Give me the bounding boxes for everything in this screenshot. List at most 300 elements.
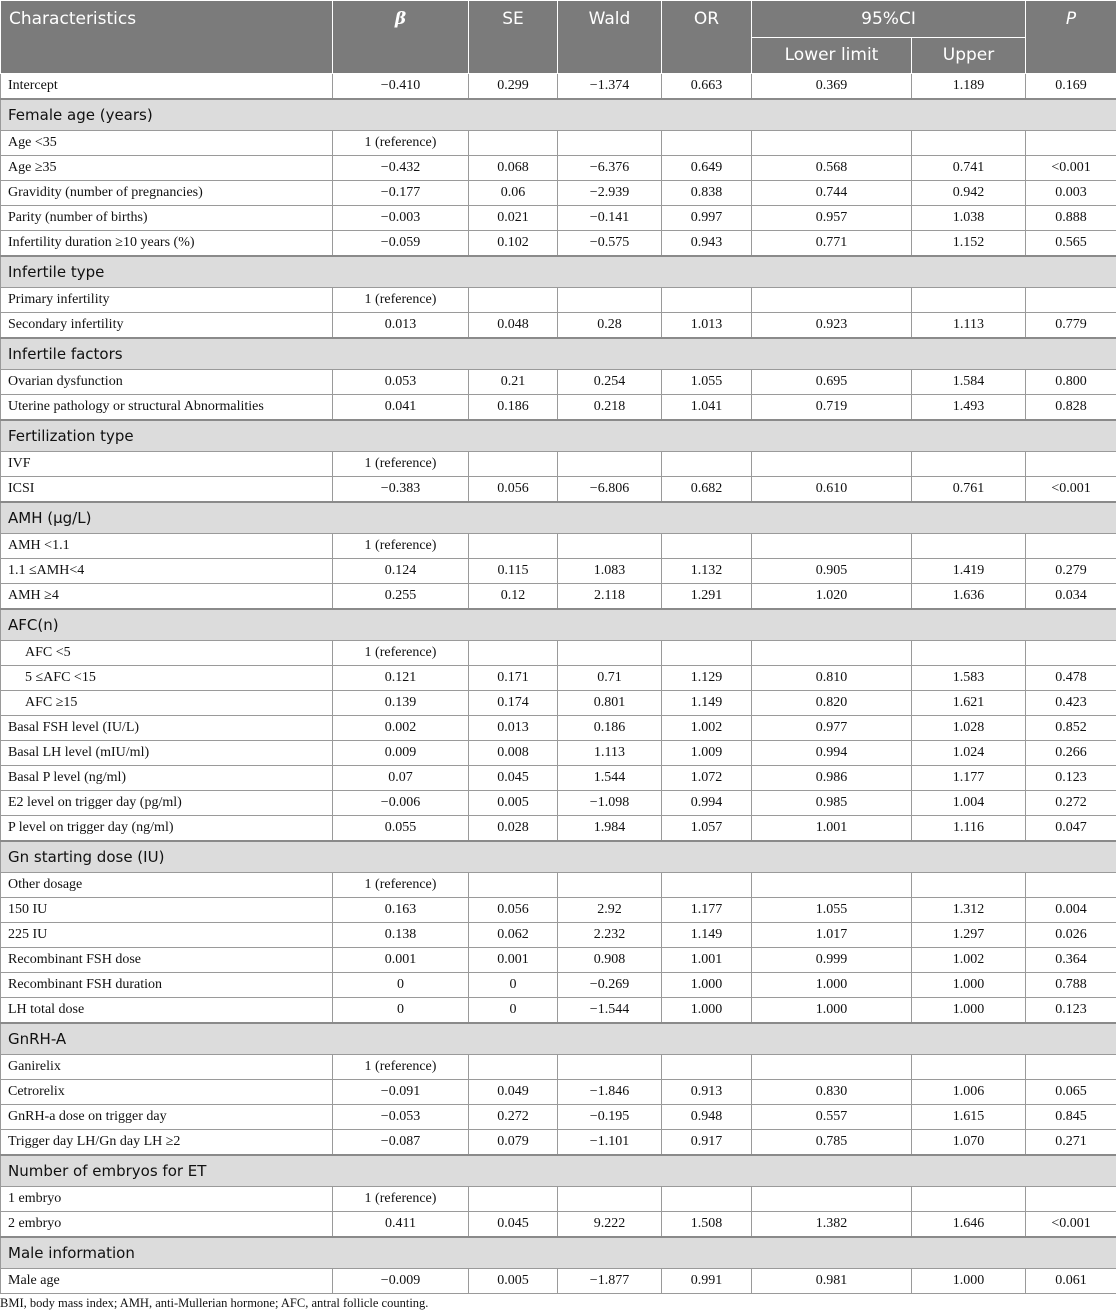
row-label: E2 level on trigger day (pg/ml) bbox=[1, 791, 333, 816]
cell-beta: 0.139 bbox=[333, 691, 469, 716]
cell-p: 0.852 bbox=[1026, 716, 1116, 741]
cell-p bbox=[1026, 534, 1116, 559]
cell-se: 0.12 bbox=[469, 584, 558, 610]
cell-beta: 0.055 bbox=[333, 816, 469, 842]
cell-beta: 0.041 bbox=[333, 395, 469, 421]
cell-upper: 1.583 bbox=[912, 666, 1026, 691]
table-row bbox=[1, 181, 1116, 206]
cell-beta: 1 (reference) bbox=[333, 873, 469, 898]
cell-or: 0.994 bbox=[662, 791, 752, 816]
table-row bbox=[1, 1105, 1116, 1130]
cell-wald bbox=[558, 1187, 662, 1212]
table-row bbox=[1, 791, 1116, 816]
cell-se bbox=[469, 641, 558, 666]
cell-or: 1.057 bbox=[662, 816, 752, 842]
cell-beta: 0.163 bbox=[333, 898, 469, 923]
table-row bbox=[1, 534, 1116, 559]
cell-p: 0.364 bbox=[1026, 948, 1116, 973]
cell-wald: 2.118 bbox=[558, 584, 662, 610]
section-row bbox=[1, 841, 1116, 873]
row-label: Primary infertility bbox=[1, 288, 333, 313]
table-row bbox=[1, 973, 1116, 998]
cell-beta: 0.013 bbox=[333, 313, 469, 339]
table-row bbox=[1, 395, 1116, 421]
cell-lower: 1.001 bbox=[752, 816, 912, 842]
cell-se: 0.005 bbox=[469, 1269, 558, 1294]
cell-wald: 0.801 bbox=[558, 691, 662, 716]
cell-se: 0.056 bbox=[469, 477, 558, 503]
cell-or bbox=[662, 452, 752, 477]
cell-lower: 1.055 bbox=[752, 898, 912, 923]
cell-wald: 2.232 bbox=[558, 923, 662, 948]
cell-beta: 0.255 bbox=[333, 584, 469, 610]
row-label: 2 embryo bbox=[1, 1212, 333, 1238]
section-title: Number of embryos for ET bbox=[1, 1155, 1116, 1187]
table-row bbox=[1, 1130, 1116, 1156]
cell-se bbox=[469, 288, 558, 313]
cell-p: 0.123 bbox=[1026, 998, 1116, 1024]
cell-se: 0.062 bbox=[469, 923, 558, 948]
table-row bbox=[1, 691, 1116, 716]
cell-lower: 0.744 bbox=[752, 181, 912, 206]
section-row bbox=[1, 609, 1116, 641]
cell-upper: 1.024 bbox=[912, 741, 1026, 766]
cell-upper: 1.000 bbox=[912, 973, 1026, 998]
row-label: LH total dose bbox=[1, 998, 333, 1024]
header-ci: 95%CI bbox=[752, 1, 1026, 38]
cell-upper: 1.028 bbox=[912, 716, 1026, 741]
cell-upper: 1.004 bbox=[912, 791, 1026, 816]
section-title: GnRH-A bbox=[1, 1023, 1116, 1055]
cell-upper: 1.002 bbox=[912, 948, 1026, 973]
row-label: Recombinant FSH dose bbox=[1, 948, 333, 973]
cell-se: 0.049 bbox=[469, 1080, 558, 1105]
cell-lower bbox=[752, 288, 912, 313]
cell-upper: 1.000 bbox=[912, 998, 1026, 1024]
row-label: Trigger day LH/Gn day LH ≥2 bbox=[1, 1130, 333, 1156]
cell-or: 1.072 bbox=[662, 766, 752, 791]
cell-upper: 1.493 bbox=[912, 395, 1026, 421]
cell-beta: 0.07 bbox=[333, 766, 469, 791]
cell-beta: 1 (reference) bbox=[333, 1055, 469, 1080]
table-row bbox=[1, 559, 1116, 584]
table-row bbox=[1, 477, 1116, 503]
table-body bbox=[1, 74, 1116, 1294]
cell-upper bbox=[912, 131, 1026, 156]
row-label: AMH <1.1 bbox=[1, 534, 333, 559]
row-label: Recombinant FSH duration bbox=[1, 973, 333, 998]
table-row bbox=[1, 452, 1116, 477]
cell-or: 1.149 bbox=[662, 691, 752, 716]
cell-lower: 0.981 bbox=[752, 1269, 912, 1294]
cell-lower: 0.820 bbox=[752, 691, 912, 716]
cell-or: 1.041 bbox=[662, 395, 752, 421]
cell-p bbox=[1026, 288, 1116, 313]
cell-upper bbox=[912, 641, 1026, 666]
table-row bbox=[1, 641, 1116, 666]
header-wald: Wald bbox=[558, 1, 662, 74]
cell-or: 1.291 bbox=[662, 584, 752, 610]
section-title: Fertilization type bbox=[1, 420, 1116, 452]
cell-upper: 0.761 bbox=[912, 477, 1026, 503]
cell-or: 0.943 bbox=[662, 231, 752, 257]
cell-se bbox=[469, 534, 558, 559]
cell-wald: 0.186 bbox=[558, 716, 662, 741]
row-label: 150 IU bbox=[1, 898, 333, 923]
section-row bbox=[1, 99, 1116, 131]
cell-upper bbox=[912, 873, 1026, 898]
cell-lower bbox=[752, 534, 912, 559]
row-label: Basal FSH level (IU/L) bbox=[1, 716, 333, 741]
cell-or: 0.663 bbox=[662, 74, 752, 100]
cell-se: 0.005 bbox=[469, 791, 558, 816]
row-label: AFC <5 bbox=[1, 641, 333, 666]
cell-beta: −0.009 bbox=[333, 1269, 469, 1294]
cell-beta: 0 bbox=[333, 998, 469, 1024]
cell-lower: 0.810 bbox=[752, 666, 912, 691]
cell-p: 0.026 bbox=[1026, 923, 1116, 948]
cell-se: 0.115 bbox=[469, 559, 558, 584]
cell-se: 0.045 bbox=[469, 766, 558, 791]
cell-upper: 1.189 bbox=[912, 74, 1026, 100]
cell-se: 0.21 bbox=[469, 370, 558, 395]
cell-upper: 0.741 bbox=[912, 156, 1026, 181]
cell-or: 0.682 bbox=[662, 477, 752, 503]
cell-or: 0.991 bbox=[662, 1269, 752, 1294]
cell-upper: 1.297 bbox=[912, 923, 1026, 948]
cell-se: 0.068 bbox=[469, 156, 558, 181]
cell-wald: −1.101 bbox=[558, 1130, 662, 1156]
table-row bbox=[1, 313, 1116, 339]
section-title: Female age (years) bbox=[1, 99, 1116, 131]
cell-lower: 0.785 bbox=[752, 1130, 912, 1156]
cell-wald: −0.141 bbox=[558, 206, 662, 231]
cell-lower: 0.557 bbox=[752, 1105, 912, 1130]
table-row bbox=[1, 948, 1116, 973]
cell-se: 0.048 bbox=[469, 313, 558, 339]
cell-wald: 9.222 bbox=[558, 1212, 662, 1238]
cell-p: 0.034 bbox=[1026, 584, 1116, 610]
cell-lower: 1.020 bbox=[752, 584, 912, 610]
cell-beta: 1 (reference) bbox=[333, 452, 469, 477]
cell-se: 0.008 bbox=[469, 741, 558, 766]
cell-upper bbox=[912, 534, 1026, 559]
cell-beta: 1 (reference) bbox=[333, 641, 469, 666]
cell-wald: −1.374 bbox=[558, 74, 662, 100]
cell-p: 0.065 bbox=[1026, 1080, 1116, 1105]
row-label: Uterine pathology or structural Abnormalities bbox=[1, 395, 333, 421]
cell-or: 0.948 bbox=[662, 1105, 752, 1130]
cell-beta: 0.053 bbox=[333, 370, 469, 395]
cell-p: 0.800 bbox=[1026, 370, 1116, 395]
cell-upper: 1.006 bbox=[912, 1080, 1026, 1105]
cell-or: 1.000 bbox=[662, 998, 752, 1024]
cell-or bbox=[662, 131, 752, 156]
cell-wald: 0.254 bbox=[558, 370, 662, 395]
cell-p: 0.565 bbox=[1026, 231, 1116, 257]
cell-or bbox=[662, 873, 752, 898]
cell-beta: 0.124 bbox=[333, 559, 469, 584]
table-row bbox=[1, 816, 1116, 842]
cell-upper: 1.038 bbox=[912, 206, 1026, 231]
row-label: Basal LH level (mIU/ml) bbox=[1, 741, 333, 766]
cell-p bbox=[1026, 452, 1116, 477]
cell-lower bbox=[752, 873, 912, 898]
row-label: 1 embryo bbox=[1, 1187, 333, 1212]
row-label: Age ≥35 bbox=[1, 156, 333, 181]
row-label: ICSI bbox=[1, 477, 333, 503]
row-label: Cetrorelix bbox=[1, 1080, 333, 1105]
cell-beta: −0.003 bbox=[333, 206, 469, 231]
cell-p: 0.779 bbox=[1026, 313, 1116, 339]
cell-beta: 0.001 bbox=[333, 948, 469, 973]
cell-se bbox=[469, 873, 558, 898]
cell-wald: −0.575 bbox=[558, 231, 662, 257]
cell-upper: 1.584 bbox=[912, 370, 1026, 395]
cell-wald: 0.218 bbox=[558, 395, 662, 421]
cell-se: 0.299 bbox=[469, 74, 558, 100]
row-label: Other dosage bbox=[1, 873, 333, 898]
row-label: IVF bbox=[1, 452, 333, 477]
cell-p: <0.001 bbox=[1026, 477, 1116, 503]
row-label: Ovarian dysfunction bbox=[1, 370, 333, 395]
row-label: Gravidity (number of pregnancies) bbox=[1, 181, 333, 206]
cell-upper: 0.942 bbox=[912, 181, 1026, 206]
header-lower-limit: Lower limit bbox=[752, 38, 912, 74]
cell-wald: 1.113 bbox=[558, 741, 662, 766]
cell-p: 0.047 bbox=[1026, 816, 1116, 842]
table-row bbox=[1, 923, 1116, 948]
cell-se bbox=[469, 1055, 558, 1080]
cell-lower: 0.568 bbox=[752, 156, 912, 181]
table-row bbox=[1, 666, 1116, 691]
section-row bbox=[1, 1023, 1116, 1055]
cell-lower: 1.000 bbox=[752, 973, 912, 998]
cell-p: 0.266 bbox=[1026, 741, 1116, 766]
cell-se: 0.06 bbox=[469, 181, 558, 206]
cell-beta: 1 (reference) bbox=[333, 288, 469, 313]
cell-beta: 1 (reference) bbox=[333, 534, 469, 559]
row-label: AMH ≥4 bbox=[1, 584, 333, 610]
cell-wald bbox=[558, 131, 662, 156]
cell-upper: 1.070 bbox=[912, 1130, 1026, 1156]
cell-wald: 1.984 bbox=[558, 816, 662, 842]
section-row bbox=[1, 502, 1116, 534]
cell-wald: −0.269 bbox=[558, 973, 662, 998]
cell-lower: 0.695 bbox=[752, 370, 912, 395]
cell-lower: 0.923 bbox=[752, 313, 912, 339]
row-label: Intercept bbox=[1, 74, 333, 100]
cell-or: 1.013 bbox=[662, 313, 752, 339]
section-row bbox=[1, 420, 1116, 452]
table-row bbox=[1, 584, 1116, 610]
cell-p: 0.271 bbox=[1026, 1130, 1116, 1156]
cell-se: 0.013 bbox=[469, 716, 558, 741]
cell-se bbox=[469, 452, 558, 477]
cell-wald bbox=[558, 288, 662, 313]
row-label: GnRH-a dose on trigger day bbox=[1, 1105, 333, 1130]
table-row bbox=[1, 156, 1116, 181]
cell-p: 0.061 bbox=[1026, 1269, 1116, 1294]
cell-or: 1.177 bbox=[662, 898, 752, 923]
cell-se: 0.079 bbox=[469, 1130, 558, 1156]
table-row bbox=[1, 231, 1116, 257]
cell-p: 0.828 bbox=[1026, 395, 1116, 421]
table-row bbox=[1, 1269, 1116, 1294]
cell-or: 1.001 bbox=[662, 948, 752, 973]
cell-p bbox=[1026, 641, 1116, 666]
cell-beta: −0.087 bbox=[333, 1130, 469, 1156]
section-title: AFC(n) bbox=[1, 609, 1116, 641]
cell-wald: 0.908 bbox=[558, 948, 662, 973]
cell-se bbox=[469, 131, 558, 156]
row-label: P level on trigger day (ng/ml) bbox=[1, 816, 333, 842]
cell-lower: 0.985 bbox=[752, 791, 912, 816]
header-or: OR bbox=[662, 1, 752, 74]
row-label: 5 ≤AFC <15 bbox=[1, 666, 333, 691]
cell-or: 0.649 bbox=[662, 156, 752, 181]
cell-lower: 1.017 bbox=[752, 923, 912, 948]
table-header bbox=[1, 1, 1116, 74]
cell-se: 0.174 bbox=[469, 691, 558, 716]
cell-lower bbox=[752, 641, 912, 666]
section-row bbox=[1, 1237, 1116, 1269]
section-title: Infertile factors bbox=[1, 338, 1116, 370]
cell-p: 0.279 bbox=[1026, 559, 1116, 584]
table-row bbox=[1, 1187, 1116, 1212]
table-row bbox=[1, 766, 1116, 791]
cell-p: 0.003 bbox=[1026, 181, 1116, 206]
cell-beta: 1 (reference) bbox=[333, 131, 469, 156]
section-title: Gn starting dose (IU) bbox=[1, 841, 1116, 873]
cell-upper: 1.177 bbox=[912, 766, 1026, 791]
table-row bbox=[1, 74, 1116, 100]
row-label: Parity (number of births) bbox=[1, 206, 333, 231]
cell-upper: 1.419 bbox=[912, 559, 1026, 584]
cell-lower: 1.382 bbox=[752, 1212, 912, 1238]
cell-or: 1.009 bbox=[662, 741, 752, 766]
cell-wald bbox=[558, 1055, 662, 1080]
cell-beta: −0.053 bbox=[333, 1105, 469, 1130]
cell-wald: −6.376 bbox=[558, 156, 662, 181]
cell-wald: −1.544 bbox=[558, 998, 662, 1024]
cell-se: 0.001 bbox=[469, 948, 558, 973]
section-title: AMH (μg/L) bbox=[1, 502, 1116, 534]
table-row bbox=[1, 1212, 1116, 1238]
cell-p: <0.001 bbox=[1026, 156, 1116, 181]
section-row bbox=[1, 256, 1116, 288]
cell-wald: −0.195 bbox=[558, 1105, 662, 1130]
cell-lower: 1.000 bbox=[752, 998, 912, 1024]
section-title: Male information bbox=[1, 1237, 1116, 1269]
cell-p bbox=[1026, 1055, 1116, 1080]
cell-se: 0.171 bbox=[469, 666, 558, 691]
row-label: Male age bbox=[1, 1269, 333, 1294]
cell-p: <0.001 bbox=[1026, 1212, 1116, 1238]
table-footnote: BMI, body mass index; AMH, anti-Mullerian hormone; AFC, antral follicle counting. bbox=[0, 1296, 429, 1310]
cell-beta: −0.091 bbox=[333, 1080, 469, 1105]
cell-beta: 0.002 bbox=[333, 716, 469, 741]
cell-lower: 0.905 bbox=[752, 559, 912, 584]
table-row bbox=[1, 131, 1116, 156]
row-label: AFC ≥15 bbox=[1, 691, 333, 716]
table-row bbox=[1, 873, 1116, 898]
cell-lower: 0.830 bbox=[752, 1080, 912, 1105]
cell-lower: 0.977 bbox=[752, 716, 912, 741]
cell-wald: 1.544 bbox=[558, 766, 662, 791]
header-p: P bbox=[1026, 1, 1116, 74]
table-row bbox=[1, 741, 1116, 766]
cell-or: 1.508 bbox=[662, 1212, 752, 1238]
cell-upper: 1.000 bbox=[912, 1269, 1026, 1294]
cell-wald bbox=[558, 873, 662, 898]
cell-se: 0.045 bbox=[469, 1212, 558, 1238]
cell-p: 0.004 bbox=[1026, 898, 1116, 923]
table-row bbox=[1, 1080, 1116, 1105]
cell-se: 0.028 bbox=[469, 816, 558, 842]
cell-or bbox=[662, 534, 752, 559]
cell-wald bbox=[558, 534, 662, 559]
cell-beta: 0.138 bbox=[333, 923, 469, 948]
cell-upper: 1.113 bbox=[912, 313, 1026, 339]
cell-lower: 0.610 bbox=[752, 477, 912, 503]
cell-wald: −1.098 bbox=[558, 791, 662, 816]
cell-or: 0.838 bbox=[662, 181, 752, 206]
cell-wald: 1.083 bbox=[558, 559, 662, 584]
cell-se: 0.186 bbox=[469, 395, 558, 421]
cell-lower bbox=[752, 131, 912, 156]
cell-lower bbox=[752, 1055, 912, 1080]
cell-upper bbox=[912, 288, 1026, 313]
cell-or: 1.129 bbox=[662, 666, 752, 691]
cell-p bbox=[1026, 1187, 1116, 1212]
cell-upper: 1.636 bbox=[912, 584, 1026, 610]
cell-or: 1.000 bbox=[662, 973, 752, 998]
cell-lower: 0.771 bbox=[752, 231, 912, 257]
cell-or: 0.913 bbox=[662, 1080, 752, 1105]
header-beta: β bbox=[333, 1, 469, 74]
cell-wald: −1.877 bbox=[558, 1269, 662, 1294]
cell-p: 0.888 bbox=[1026, 206, 1116, 231]
cell-p: 0.478 bbox=[1026, 666, 1116, 691]
cell-lower: 0.957 bbox=[752, 206, 912, 231]
cell-beta: 0.009 bbox=[333, 741, 469, 766]
row-label: 225 IU bbox=[1, 923, 333, 948]
cell-upper: 1.116 bbox=[912, 816, 1026, 842]
section-title: Infertile type bbox=[1, 256, 1116, 288]
row-label: Secondary infertility bbox=[1, 313, 333, 339]
cell-or: 0.917 bbox=[662, 1130, 752, 1156]
row-label: Ganirelix bbox=[1, 1055, 333, 1080]
cell-beta: −0.432 bbox=[333, 156, 469, 181]
row-label: Infertility duration ≥10 years (%) bbox=[1, 231, 333, 257]
cell-se: 0 bbox=[469, 998, 558, 1024]
cell-se: 0.056 bbox=[469, 898, 558, 923]
cell-wald bbox=[558, 641, 662, 666]
cell-upper: 1.615 bbox=[912, 1105, 1026, 1130]
cell-upper bbox=[912, 1055, 1026, 1080]
cell-or: 1.055 bbox=[662, 370, 752, 395]
cell-or bbox=[662, 641, 752, 666]
cell-lower: 0.986 bbox=[752, 766, 912, 791]
cell-p: 0.423 bbox=[1026, 691, 1116, 716]
cell-lower: 0.999 bbox=[752, 948, 912, 973]
cell-se bbox=[469, 1187, 558, 1212]
cell-lower: 0.994 bbox=[752, 741, 912, 766]
table-row bbox=[1, 998, 1116, 1024]
cell-lower: 0.369 bbox=[752, 74, 912, 100]
cell-beta: −0.006 bbox=[333, 791, 469, 816]
